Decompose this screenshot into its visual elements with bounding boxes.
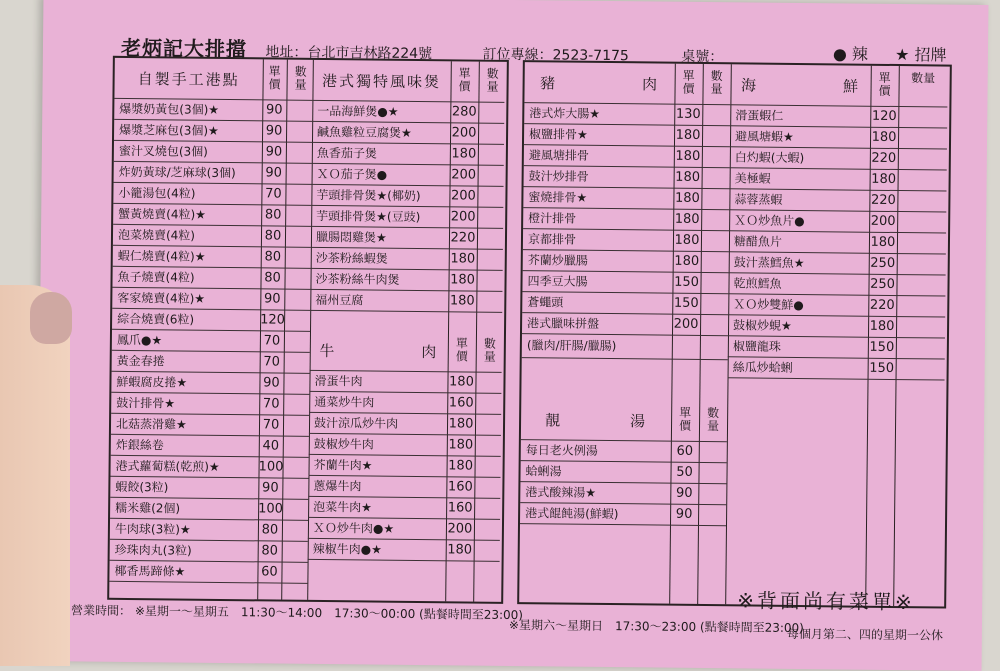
- legend-spicy: ● 辣: [832, 44, 869, 64]
- fingernail: [30, 292, 72, 344]
- dim_sum-item-name: 炸奶黃球/芝麻球(3個): [118, 164, 236, 180]
- claypot-item-name: 芋頭排骨煲★(椰奶): [316, 187, 421, 203]
- dim_sum-item-price: 90: [265, 143, 283, 160]
- dim_sum-item-price: 80: [264, 206, 282, 223]
- claypot-item-price: 220: [450, 229, 476, 246]
- dim_sum-item-price: 70: [265, 185, 282, 202]
- beef-item-name: ＸＯ炒牛肉●★: [312, 520, 395, 536]
- dim_sum-item-name: 牛肉球(3粒)★: [114, 521, 191, 537]
- dim_sum-item-name: 蟹黃燒賣(4粒)★: [118, 206, 207, 222]
- claypot-item-name: ＸＯ茄子煲●: [316, 166, 388, 182]
- dim_sum-item-name: 港式蘿蔔糕(乾煎)★: [115, 458, 220, 474]
- pork-price-header: 單價: [682, 68, 695, 96]
- dim_sum-item-name: 鮮蝦腐皮捲★: [116, 374, 188, 390]
- pork-item-name: 京都排骨: [527, 231, 577, 247]
- closed-days: 每個月第二、四的星期一公休: [786, 626, 943, 643]
- dim_sum-item-name: 糯米雞(2個): [115, 500, 181, 516]
- hours-label: 營業時間：: [70, 603, 132, 619]
- pork-qty-header: 數量: [710, 69, 723, 97]
- dim_sum-item-price: 90: [265, 122, 283, 139]
- claypot-item-name: 一品海鮮煲●★: [317, 103, 399, 119]
- dim_sum-item-name: 小籠湯包(4粒): [118, 185, 196, 201]
- claypot-item-name: 臘腸悶雞煲★: [315, 229, 387, 245]
- beef-item-name: 辣椒牛肉●★: [312, 541, 383, 557]
- seafood-item-name: 絲瓜炒蛤蜊: [732, 359, 793, 375]
- claypot-item-price: 200: [450, 208, 476, 225]
- dim_sum-item-price: 100: [258, 458, 284, 475]
- pork-item-name: 橙汁排骨: [528, 210, 577, 226]
- table-number-label: 桌號：: [681, 48, 724, 66]
- hours-weekday: ※星期一～星期五 11:30～14:00 17:30～00:00 (點餐時間至23:00): [134, 604, 524, 623]
- pork-item-price: 150: [673, 295, 699, 311]
- seafood-price-header: 單價: [878, 70, 891, 98]
- pork-item-name: 港式臘味拼盤: [527, 315, 600, 331]
- dim_sum-item-name: 珍珠肉丸(3粒): [114, 542, 192, 558]
- pork-title: 豬 肉: [540, 74, 660, 94]
- seafood-item-name: 蒜蓉蒸蝦: [734, 191, 783, 207]
- seafood-item-name: 白灼蝦(大蝦): [734, 149, 805, 165]
- pork-item-price: 180: [675, 127, 701, 143]
- beef-item-price: 160: [447, 478, 473, 495]
- claypot-item-price: 180: [450, 250, 476, 267]
- dim_sum-item-name: 炸銀絲卷: [115, 437, 164, 452]
- dim_sum-item-name: 北菇蒸滑雞★: [115, 416, 187, 432]
- seafood-item-price: 180: [869, 318, 895, 334]
- dim_sum-item-price: 80: [261, 521, 279, 538]
- seafood-item-price: 180: [871, 171, 897, 187]
- beef-title: 牛 肉: [319, 341, 439, 362]
- soup-price-header: 單價: [678, 405, 692, 433]
- seafood-item-name: 滑蛋蝦仁: [735, 107, 784, 123]
- beef-item-price: 180: [447, 541, 473, 558]
- dim_sum-item-name: 椰香馬蹄條★: [114, 563, 186, 579]
- phone: 訂位專線：2523-7175: [482, 46, 629, 65]
- dim_sum-item-name: 黃金春捲: [116, 353, 165, 368]
- footer-hours: [71, 601, 523, 623]
- dim_sum-item-price: 70: [262, 395, 280, 412]
- beef-price-header: 單價: [455, 336, 468, 364]
- beef-item-price: 180: [448, 373, 474, 390]
- hours-weekend: ※星期六～星期日 17:30～23:00 (點餐時間至23:00): [508, 617, 804, 636]
- claypot-item-name: 沙茶粉絲牛肉煲: [315, 271, 400, 287]
- seafood-item-name: ＸＯ炒魚片●: [734, 212, 805, 228]
- soup-item-name: 每日老火例湯: [525, 442, 598, 458]
- seafood-item-price: 150: [869, 360, 895, 376]
- pork-item-name: 椒鹽排骨★: [529, 126, 588, 142]
- dim_sum-item-price: 70: [263, 353, 281, 370]
- beef-qty-header: 數量: [483, 336, 496, 364]
- legend: [833, 41, 947, 65]
- legend-signature: ★ 招牌: [894, 44, 947, 65]
- pork-item-name: 港式炸大腸★: [529, 105, 601, 121]
- beef-item-name: 蔥爆牛肉: [313, 478, 362, 493]
- seafood-item-name: 糖醋魚片: [733, 233, 783, 249]
- pork-item-price: 130: [675, 106, 701, 122]
- beef-item-price: 160: [448, 394, 474, 411]
- seafood-item-price: 120: [871, 108, 897, 124]
- claypot-item-name: 鹹魚雞粒豆腐煲★: [317, 124, 412, 140]
- dim_sum-item-price: 90: [265, 101, 283, 118]
- seafood-item-price: 220: [869, 297, 895, 313]
- seafood-item-name: 鼓汁蒸鱈魚★: [733, 254, 805, 270]
- soup-item-price: 90: [675, 506, 693, 522]
- dim_sum-item-price: 90: [263, 290, 281, 307]
- dim_sum-item-price: 120: [260, 311, 286, 328]
- beef-item-name: 滑蛋牛肉: [314, 373, 363, 388]
- claypot-item-price: 180: [451, 145, 477, 162]
- seafood-item-name: 避風塘蝦★: [735, 128, 794, 144]
- claypot-item-name: 沙茶粉絲蝦煲: [315, 250, 388, 266]
- soup-item-name: 港式餛飩湯(鮮蝦): [525, 505, 619, 521]
- soup-item-name: 港式酸辣湯★: [525, 484, 597, 500]
- dim_sum-title: 自製手工港點: [137, 70, 240, 90]
- pork-item-name: 鼓汁炒排骨: [528, 168, 589, 184]
- pork-item-name: 蜜燒排骨★: [528, 189, 588, 205]
- seafood-qty-header: 數量: [911, 71, 936, 86]
- beef-item-price: 160: [447, 499, 473, 516]
- pork-item-name: 蒼蠅頭: [527, 294, 564, 310]
- claypot-item-price: 200: [451, 166, 477, 183]
- seafood-item-name: 美極蝦: [734, 170, 771, 186]
- soup-item-price: 50: [676, 464, 693, 480]
- beef-item-price: 200: [447, 520, 473, 537]
- claypot-item-name: 福州豆腐: [315, 292, 364, 307]
- dim_sum-item-price: 80: [264, 269, 281, 286]
- seafood-item-price: 220: [871, 150, 897, 166]
- dim_sum-qty-header: 數量: [294, 64, 307, 92]
- seafood-item-name: ＸＯ炒雙鮮●: [733, 296, 804, 312]
- seafood-item-price: 250: [870, 276, 896, 292]
- beef-item-price: 180: [448, 415, 474, 432]
- seafood-item-name: 乾煎鱈魚: [733, 275, 782, 291]
- pork-item-price: 180: [674, 211, 700, 227]
- dim_sum-item-price: 80: [261, 542, 279, 559]
- seafood-item-name: 鼓椒炒蜆★: [733, 317, 792, 333]
- seafood-item-price: 180: [870, 234, 896, 250]
- pork-platter-note: (臘肉/肝腸/臘腸): [526, 338, 617, 354]
- dim_sum-price-header: 單價: [268, 64, 281, 92]
- pork-platter-divider: [522, 357, 728, 360]
- claypot-price-header: 單價: [458, 66, 471, 94]
- left-menu-panel: [107, 56, 509, 604]
- back-menu-note: ※背面尚有菜單※: [737, 588, 915, 615]
- seafood-row-divider: [728, 377, 945, 380]
- dim_sum-item-name: 爆漿奶黃包(3個)★: [119, 101, 220, 117]
- soup-title: 靚 湯: [544, 411, 648, 431]
- dim_sum-item-name: 蜜汁叉燒包(3個): [118, 143, 208, 159]
- pork-item-price: 150: [674, 274, 700, 290]
- restaurant-title: 老炳記大排擋: [120, 35, 248, 62]
- dim_sum-item-price: 100: [258, 500, 284, 517]
- dim_sum-item-name: 客家燒賣(4粒)★: [117, 290, 206, 306]
- seafood-item-price: 200: [870, 213, 896, 229]
- claypot-item-name: 芋頭排骨煲★(豆豉): [316, 208, 421, 224]
- dim_sum-item-name: 鼓汁排骨★: [116, 395, 176, 410]
- soup-item-price: 60: [676, 443, 694, 459]
- claypot-item-price: 280: [451, 103, 477, 120]
- pork-item-price: 180: [675, 148, 701, 164]
- dim_sum-item-name: 泡菜燒賣(4粒): [117, 227, 196, 243]
- pork-item-name: 四季豆大腸: [527, 273, 588, 289]
- beef-item-price: 180: [448, 436, 474, 453]
- seafood-item-price: 220: [870, 192, 896, 208]
- pork-item-name: 避風塘排骨: [528, 147, 589, 163]
- beef-item-name: 通菜炒牛肉: [314, 394, 375, 410]
- menu-sheet: [37, 0, 989, 671]
- dim_sum-item-name: 蝦仁燒賣(4粒)★: [117, 248, 206, 264]
- claypot-item-price: 180: [449, 292, 475, 309]
- dim_sum-item-price: 90: [262, 479, 279, 496]
- dim_sum-item-name: 魚子燒賣(4粒): [117, 269, 195, 285]
- seafood-item-price: 150: [869, 339, 895, 355]
- seafood-item-name: 椒鹽龍珠: [732, 338, 781, 354]
- dim_sum-item-name: 綜合燒賣(6粒): [117, 311, 195, 327]
- right-menu-panel: [517, 60, 952, 608]
- soup-qty-header: 數量: [706, 406, 720, 434]
- claypot-title: 港式獨特風味煲: [322, 71, 442, 92]
- dim_sum-item-name: 鳳爪●★: [116, 332, 163, 347]
- claypot-item-price: 180: [450, 271, 476, 288]
- beef-item-price: 180: [448, 457, 474, 474]
- pork-item-price: 180: [675, 169, 701, 185]
- dim_sum-item-price: 90: [263, 374, 280, 391]
- pork-item-price: 180: [674, 232, 700, 248]
- dim_sum-item-price: 90: [265, 164, 283, 181]
- seafood-item-price: 250: [870, 255, 896, 271]
- dim_sum-item-price: 70: [263, 332, 281, 349]
- claypot-item-price: 200: [451, 124, 477, 141]
- claypot-item-name: 魚香茄子煲: [316, 145, 377, 161]
- dim_sum-item-name: 蝦餃(3粒): [115, 479, 169, 494]
- dim_sum-item-price: 40: [262, 437, 280, 454]
- dim_sum-item-price: 80: [264, 227, 282, 244]
- beef-item-name: 鼓椒炒牛肉: [313, 436, 374, 452]
- dim_sum-item-name: 爆漿芝麻包(3個)★: [119, 122, 219, 138]
- pork-item-price: 180: [674, 253, 700, 269]
- beef-item-name: 鼓汁涼瓜炒牛肉: [313, 415, 399, 431]
- claypot-item-price: 200: [450, 187, 476, 204]
- soup-item-price: 90: [675, 485, 693, 501]
- dim_sum-item-price: 80: [264, 248, 282, 265]
- beef-item-name: 芥蘭牛肉★: [313, 457, 373, 473]
- soup-item-name: 蛤蜊湯: [525, 463, 562, 479]
- seafood-item-price: 180: [871, 129, 897, 145]
- beef-item-name: 泡菜牛肉★: [313, 499, 373, 515]
- pork-item-price: 180: [674, 190, 700, 206]
- address: 地址：台北市吉林路224號: [265, 44, 433, 63]
- seafood-title: 海 鮮: [740, 76, 861, 96]
- claypot-qty-header: 數量: [486, 66, 499, 94]
- pork-item-name: 芥蘭炒臘腸: [527, 252, 588, 268]
- dim_sum-item-price: 70: [262, 416, 280, 433]
- pork-item-price: 200: [673, 316, 699, 332]
- dim_sum-item-price: 60: [261, 563, 278, 580]
